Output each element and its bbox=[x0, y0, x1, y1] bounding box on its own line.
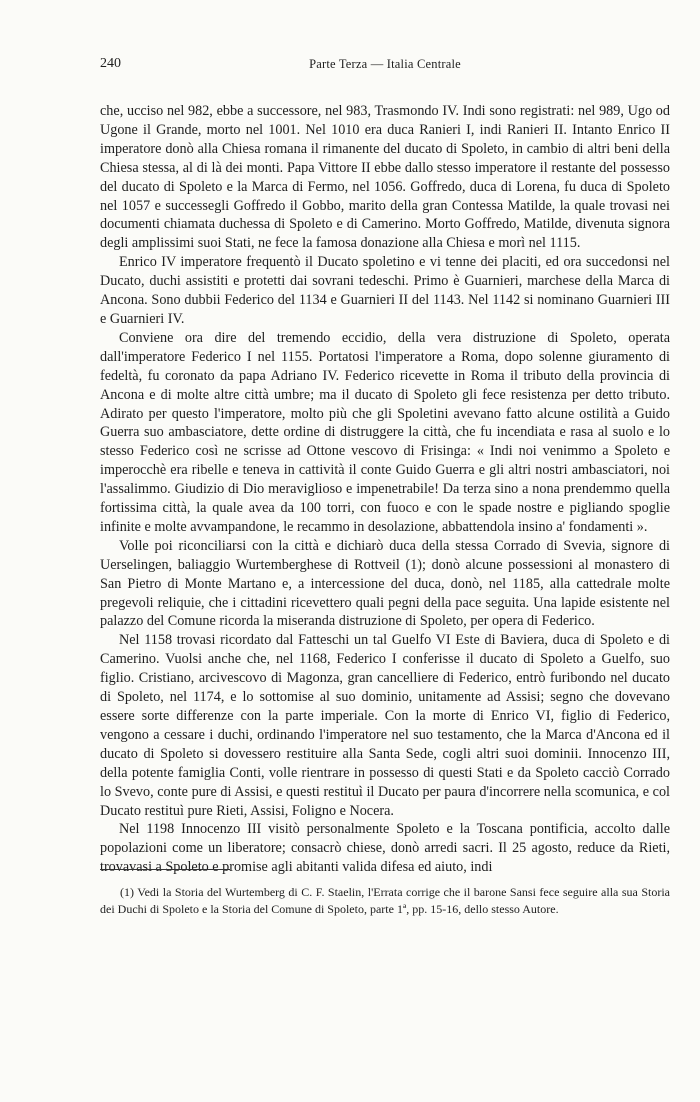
paragraph: Enrico IV imperatore frequentò il Ducato spoletino e vi tenne dei placiti, ed ora succedonsi nel Ducato, duchi assistiti e protetti dai sovrani tedeschi. Primo è Guarnieri, marchese della Marca di Ancona. Sono dubbii Federico del 1134 e Guarnieri II del 1143. Nel 1142 si nominano Guarnieri III e Guarnieri IV. bbox=[100, 254, 670, 327]
page-header bbox=[100, 56, 670, 76]
footnotes bbox=[100, 884, 670, 918]
paragraph: Conviene ora dire del tremendo eccidio, della vera distruzione di Spoleto, operata dall'imperatore Federico I nel 1155. Portatosi l'imperatore a Roma, dopo solenne giuramento di fedeltà, fu coronato da papa Adriano IV. Federico ricevette in Roma il tributo della provincia di Ancona e di molte altre città umbre; ma il ducato di Spoleto gli fece resistenza per detto tributo. Adirato per questo l'imperatore, molto più che gli Spoletini avevano fatto alcune ostilità a Guido Guerra suo ambasciatore, dette ordine di distruggere la città, che fu incendiata e rasa al suolo e lo stesso Federico così ne scrisse ad Ottone vescovo di Frisinga: « Indi noi venimmo a Spoleto e imperocchè era ribelle e teneva in cattività il conte Guido Guerra e gli altri nostri ambasciatori, noi l'assalimmo. Giudizio di Dio meraviglioso e impenetrabile! Da terza sino a nona prendemmo quella fortissima città, la quale avea da 100 torri, con fuoco e con le spade nostre e pigliando spoglie infinite e molte avvampandone, le recammo in desolazione, abbattendola insino a' fondamenti ». bbox=[100, 329, 670, 535]
footnote: (1) Vedi la Storia del Wurtemberg di C. F. Staelin, l'Errata corrige che il barone Sansi fece seguire alla sua Storia dei Duchi di Spoleto e la Storia del Comune di Spoleto, parte 1ª, pp. 15-16, dello stesso Autore. bbox=[100, 885, 670, 917]
running-head: Parte Terza — Italia Centrale bbox=[309, 57, 461, 71]
page-number: 240 bbox=[100, 56, 121, 71]
body-text bbox=[100, 102, 670, 877]
footnote-divider bbox=[100, 869, 230, 870]
paragraph: che, ucciso nel 982, ebbe a successore, nel 983, Trasmondo IV. Indi sono registrati: nel 989, Ugo od Ugone il Grande, morto nel 1001. Nel 1010 era duca Ranieri I, indi Ranieri II. Intanto Enrico II imperatore donò alla Chiesa romana il rimanente del ducato di Spoleto, in cambio di altri beni della Chiesa stessa, al di là dei monti. Papa Vittore II ebbe dallo stesso imperatore il restante del possesso del ducato di Spoleto e la Marca di Fermo, nel 1056. Goffredo, duca di Lorena, fu duca di Spoleto nel 1057 e successegli Goffredo il Gobbo, marito della gran Contessa Matilde, la quale trovasi nei documenti chiamata duchessa di Spoleto e di Camerino. Morto Goffredo, Matilde, divenuta signora degli amplissimi suoi Stati, ne fece la famosa donazione alla Chiesa e morì nel 1115. bbox=[100, 103, 670, 252]
paragraph: Nel 1158 trovasi ricordato dal Fatteschi un tal Guelfo VI Este di Baviera, duca di Spoleto e di Camerino. Vuolsi anche che, nel 1168, Federico I conferisse il ducato di Spoleto a Guelfo, suo figlio. Cristiano, arcivescovo di Magonza, gran cancelliere di Federico, entrò furibondo nel ducato di Spoleto, nel 1174, e lo sottomise al suo dominio, unitamente ad Assisi; segno che dovevano essere sorte differenze con la parte imperiale. Con la morte di Enrico VI, figlio di Federico, vengono a cessare i duchi, ordinando l'imperatore nel suo testamento, che la Marca d'Ancona ed il ducato di Spoleto si dovessero restituire alla Santa Sede, cogli altri suoi dominii. Innocenzo III, della potente famiglia Conti, volle rientrare in possesso di questi Stati e da Spoleto cacciò Corrado lo Svevo, conte pure di Assisi, e questi restituì il Ducato per paura d'incorrere nella scomunica, e col Ducato restituì pure Rieti, Assisi, Foligno e Nocera. bbox=[100, 632, 670, 819]
paragraph: Volle poi riconciliarsi con la città e dichiarò duca della stessa Corrado di Svevia, signore di Uerselingen, baliaggio Wurtemberghese di Rottveil (1); donò alcune possessioni al monastero di San Pietro di Monte Martano e, a intercessione del duca, donò, nel 1185, alla cattedrale molte pregevoli reliquie, che i cittadini ricevettero quali pegni della pace seguita. Una lapide esistente nel palazzo del Comune ricorda la miseranda distruzione di Spoleto, per opera di Federico. bbox=[100, 537, 670, 630]
paragraph: Nel 1198 Innocenzo III visitò personalmente Spoleto e la Toscana pontificia, accolto dalle popolazioni come un liberatore; consacrò chiese, donò arredi sacri. Il 25 agosto, reduce da Rieti, trovavasi a Spoleto e promise agli abitanti valida difesa ed aiuto, indi bbox=[100, 821, 670, 876]
